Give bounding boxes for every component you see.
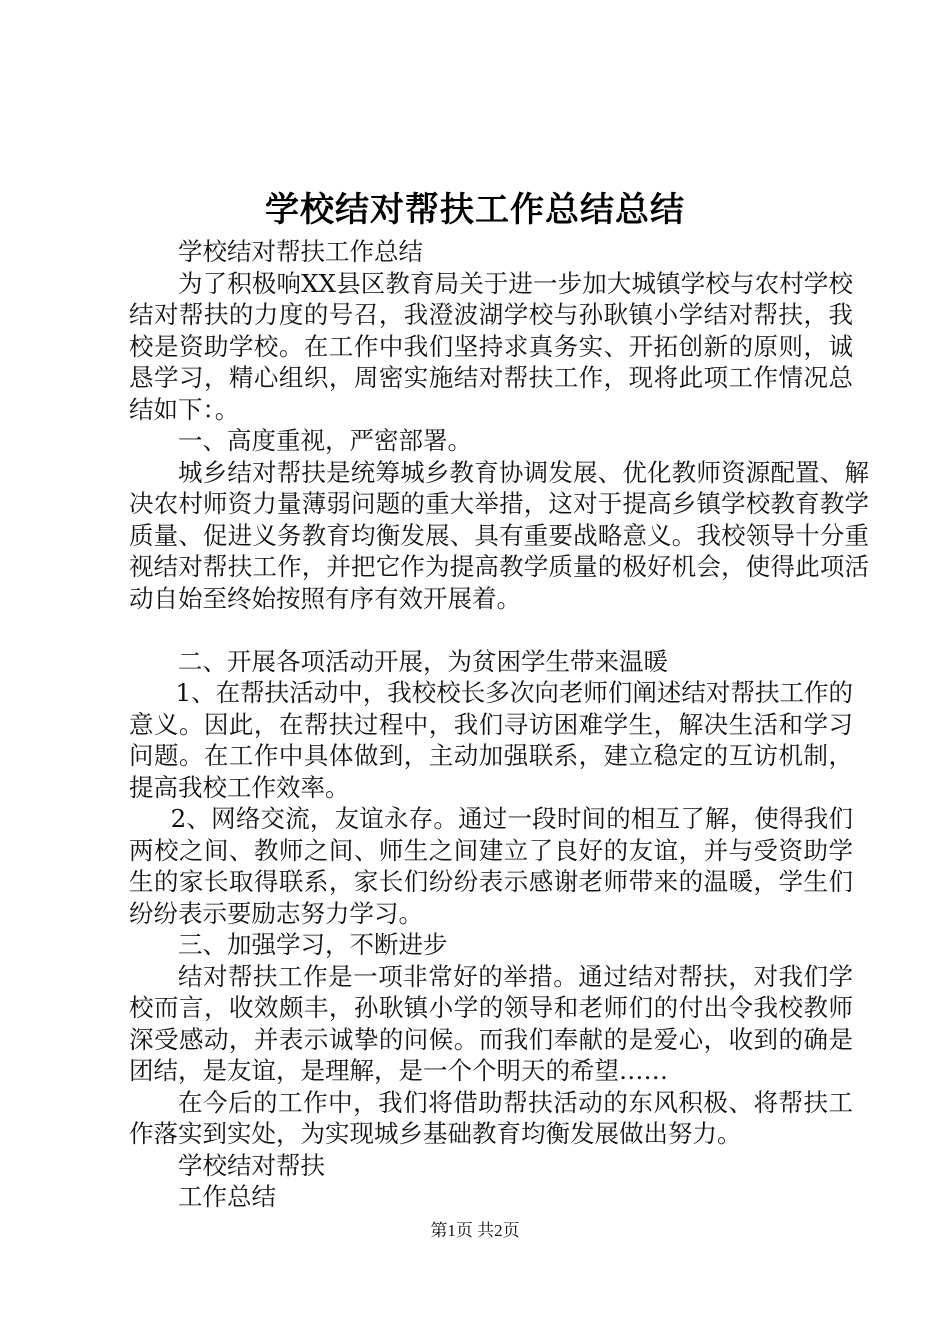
section-heading-2: 二、开展各项活动开展，为贫困学生带来温暖 [178,646,668,676]
page-footer: 第1页 共2页 [430,1221,520,1240]
section-heading-3: 三、加强学习，不断进步 [178,930,448,959]
section-2-item-2: 2、网络交流，友谊永存。通过一段时间的相互了解，使得我们两校之间、教师之间、师生之间建立了良好的友谊，并与受资助学生的家长取得联系，家长们纷纷表示感谢老师带来的温暖，学生们纷纷表示要励志努力学习。 [129,804,853,928]
section-3-paragraph: 结对帮扶工作是一项非常好的举措。通过结对帮扶，对我们学校而言，收效颇丰，孙耿镇小学的领导和老师们的付出令我校教师深受感动，并表示诚挚的问候。而我们奉献的是爱心，收到的确是团结，是友谊，是理解，是一个个明天的希望…… [129,961,853,1085]
blank-line [129,614,853,646]
intro-paragraph: 为了积极响XX县区教育局关于进一步加大城镇学校与农村学校结对帮扶的力度的号召，我澄波湖学校与孙耿镇小学结对帮扶，我校是资助学校。在工作中我们坚持求真务实、开拓创新的原则，诚恳学习，精心组织，周密实施结对帮扶工作，现将此项工作情况总结如下：。 [129,268,853,424]
section-heading-1: 一、高度重视，严密部署。 [178,426,472,455]
signature-line-2: 工作总结 [178,1182,276,1211]
document-title: 学校结对帮扶工作总结总结 [265,190,685,230]
signature-line-1: 学校结对帮扶 [178,1150,325,1180]
section-1-paragraph: 城乡结对帮扶是统筹城乡教育协调发展、优化教师资源配置、解决农村师资力量薄弱问题的重大举措，这对于提高乡镇学校教育教学质量、促进义务教育均衡发展、具有重要战略意义。我校领导十分重视结对帮扶工作，并把它作为提高教学质量的极好机会，使得此项活动自始至终始按照有序有效开展着。 [129,457,869,613]
subtitle-paragraph: 学校结对帮扶工作总结 [178,237,423,266]
document-body [129,236,869,1213]
section-2-item-1: 1、在帮扶活动中，我校校长多次向老师们阐述结对帮扶工作的意义。因此，在帮扶过程中，我们寻访困难学生，解决生活和学习问题。在工作中具体做到，主动加强联系，建立稳定的互访机制，提高我校工作效率。 [129,678,853,802]
closing-paragraph: 在今后的工作中，我们将借助帮扶活动的东风积极、将帮扶工作落实到实处，为实现城乡基础教育均衡发展做出努力。 [129,1087,853,1148]
